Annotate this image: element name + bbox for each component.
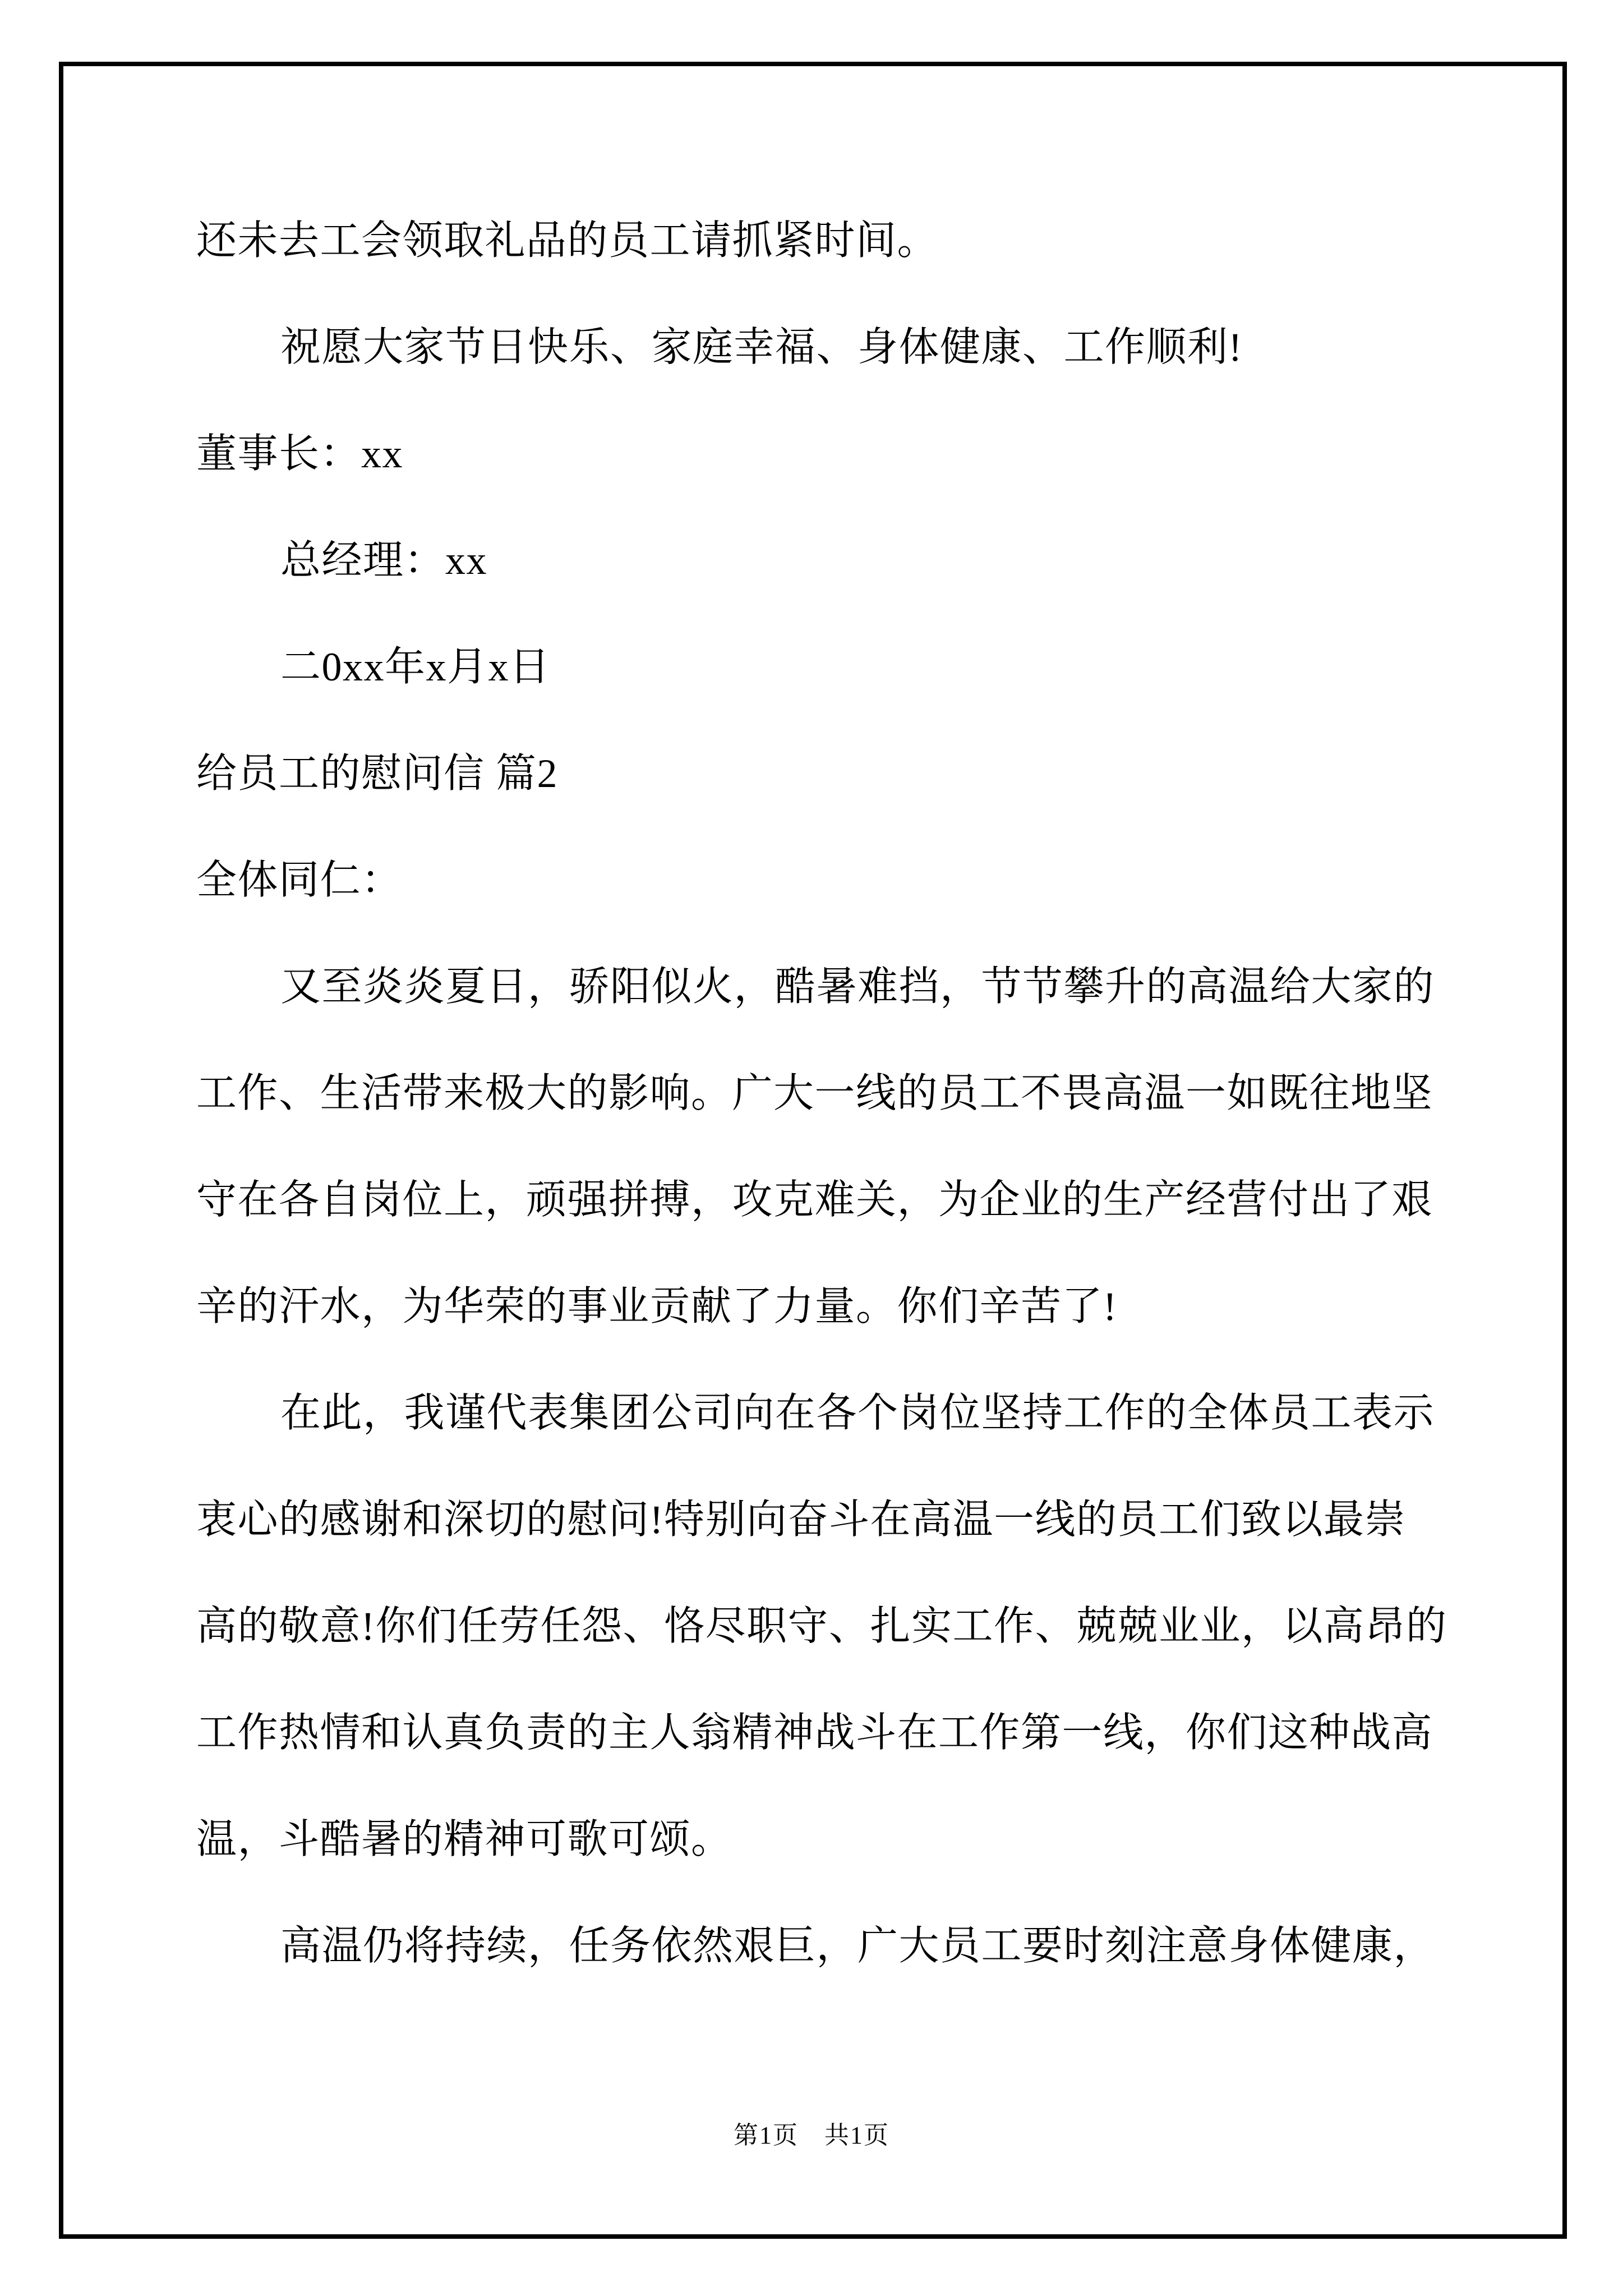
text-line: 衷心的感谢和深切的慰问!特别向奋斗在高温一线的员工们致以最崇 — [196, 1497, 1406, 1542]
text-line: 祝愿大家节日快乐、家庭幸福、身体健康、工作顺利! — [280, 325, 1243, 370]
letter-body — [196, 187, 1447, 1999]
text-line salutation: 全体同仁： — [196, 858, 403, 903]
text-line: 又至炎炎夏日，骄阳似火，酷暑难挡，节节攀升的高温给大家的 — [280, 964, 1435, 1009]
text-line: 工作、生活带来极大的影响。广大一线的员工不畏高温一如既往地坚 — [196, 1071, 1433, 1116]
text-line: 高温仍将持续，任务依然艰巨，广大员工要时刻注意身体健康， — [280, 1924, 1435, 1968]
text-line: 在此，我谨代表集团公司向在各个岗位坚持工作的全体员工表示 — [280, 1391, 1435, 1435]
text-line: 辛的汗水，为华荣的事业贡献了力量。你们辛苦了! — [196, 1284, 1118, 1329]
text-line: 董事长：xx — [196, 431, 404, 476]
text-line: 工作热情和认真负责的主人翁精神战斗在工作第一线，你们这种战高 — [196, 1710, 1433, 1755]
text-line: 守在各自岗位上，顽强拼搏，攻克难关，为企业的生产经营付出了艰 — [196, 1177, 1433, 1222]
page-number: 第1页 共1页 — [734, 2122, 889, 2149]
text-line section-title: 给员工的慰问信 篇2 — [196, 751, 559, 796]
text-line: 温，斗酷暑的精神可歌可颂。 — [196, 1817, 732, 1862]
text-line: 总经理：xx — [280, 538, 488, 583]
text-line: 还未去工会领取礼品的员工请抓紧时间。 — [196, 218, 939, 263]
text-line: 高的敬意!你们任劳任怨、恪尽职守、扎实工作、兢兢业业，以高昂的 — [196, 1604, 1447, 1649]
text-line: 二0xx年x月x日 — [280, 645, 551, 689]
